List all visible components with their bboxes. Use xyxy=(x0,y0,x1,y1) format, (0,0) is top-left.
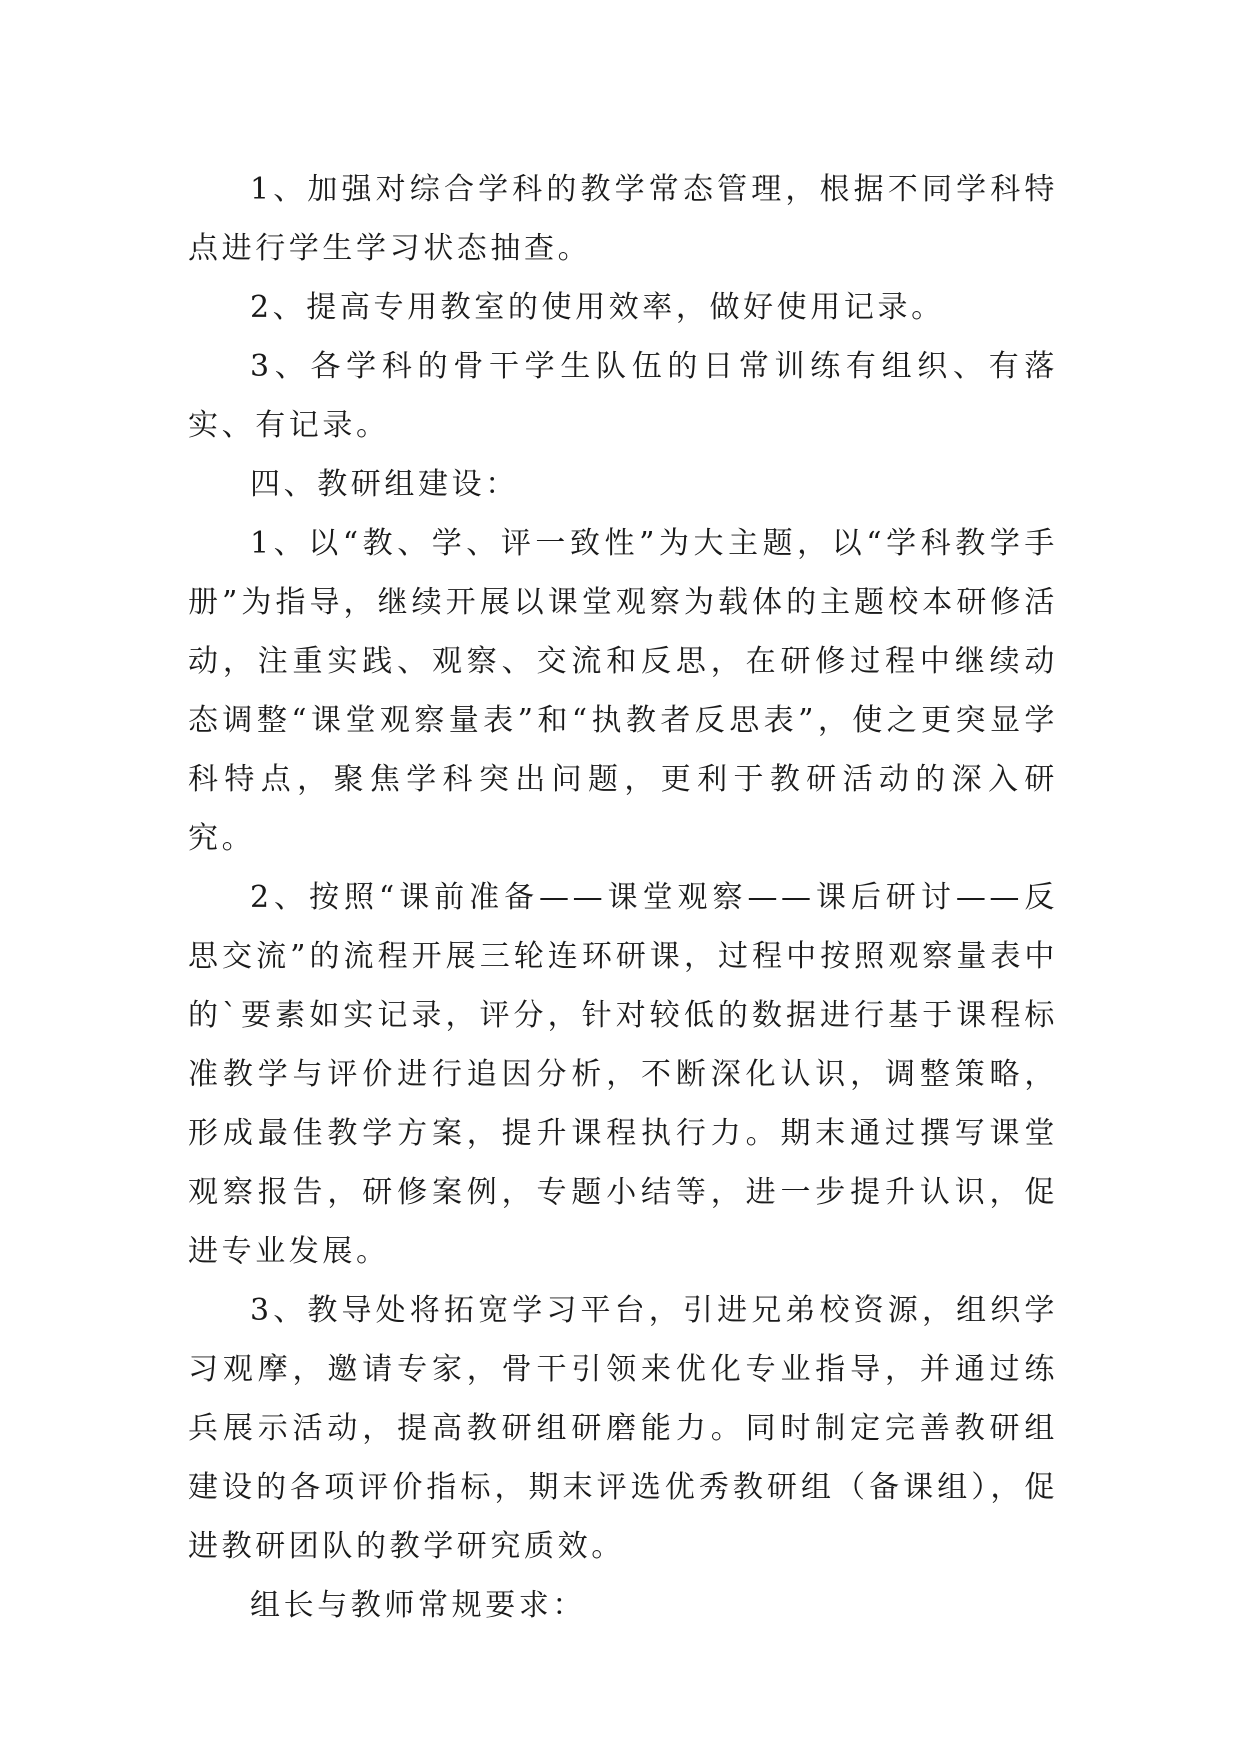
paragraph-item-3: 3、各学科的骨干学生队伍的日常训练有组织、有落实、有记录。 xyxy=(188,349,1058,443)
section-heading-teaching-research: 四、教研组建设： xyxy=(250,467,519,502)
section-heading-requirements: 组长与教师常规要求： xyxy=(250,1588,586,1623)
paragraph-item-1: 1、加强对综合学科的教学常态管理，根据不同学科特点进行学生学习状态抽查。 xyxy=(188,172,1058,266)
paragraph-research-item-1: 1、以“教、学、评一致性”为大主题，以“学科教学手册”为指导，继续开展以课堂观察为载体的主题校本研修活动，注重实践、观察、交流和反思，在研修过程中继续动态调整“课堂观察量表”和“执教者反思表”，使之更突显学科特点，聚焦学科突出问题，更利于教研活动的深入研究。 xyxy=(188,526,1058,856)
paragraph-item-2: 2、提高专用教室的使用效率，做好使用记录。 xyxy=(250,290,945,325)
paragraph-research-item-2: 2、按照“课前准备——课堂观察——课后研讨——反思交流”的流程开展三轮连环研课，过程中按照观察量表中的`要素如实记录，评分，针对较低的数据进行基于课程标准教学与评价进行追因分析，不断深化认识，调整策略，形成最佳教学方案，提升课程执行力。期末通过撰写课堂观察报告，研修案例，专题小结等，进一步提升认识，促进专业发展。 xyxy=(188,880,1058,1269)
paragraph-research-item-3: 3、教导处将拓宽学习平台，引进兄弟校资源，组织学习观摩，邀请专家，骨干引领来优化专业指导，并通过练兵展示活动，提高教研组研磨能力。同时制定完善教研组建设的各项评价指标，期末评选优秀教研组（备课组），促进教研团队的教学研究质效。 xyxy=(188,1293,1058,1564)
document-body xyxy=(188,160,1058,1635)
